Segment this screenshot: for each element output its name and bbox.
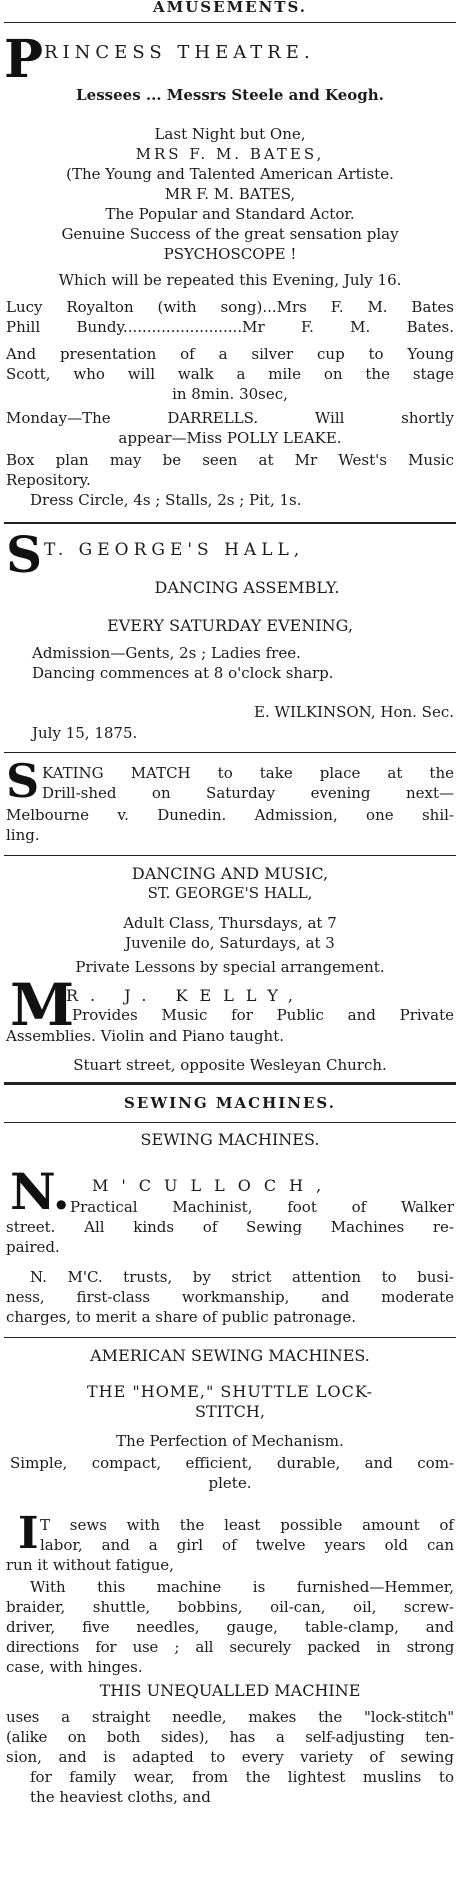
drop-cap: I [18, 1508, 39, 1559]
ad-line: EVERY SATURDAY EVENING, [107, 616, 353, 635]
ad-line: KATING MATCH to take place at the [42, 764, 454, 782]
divider [4, 1082, 456, 1085]
ad-line: labor, and a girl of twelve years old can [40, 1536, 454, 1554]
ad-line: ness, first-class workmanship, and moderate [6, 1288, 454, 1306]
ad-title: T. GEORGE'S HALL, [44, 540, 305, 560]
ad-line: Scott, who will walk a mile on the stage [6, 365, 454, 383]
divider [4, 22, 456, 23]
ad-line: Repository. [6, 471, 91, 489]
drop-cap: N. [10, 1162, 70, 1221]
ad-title: RINCESS THEATRE. [44, 42, 315, 63]
ad-line: The Perfection of Mechanism. [116, 1432, 344, 1450]
ad-line: the heaviest cloths, and [30, 1788, 211, 1806]
ad-line: Dress Circle, 4s ; Stalls, 2s ; Pit, 1s. [30, 491, 302, 509]
ad-line: Last Night but One, [154, 125, 306, 143]
ad-line: And presentation of a silver cup to Young [6, 345, 454, 363]
ad-line: for family wear, from the lightest muslins to [30, 1768, 454, 1786]
ad-line: Juvenile do, Saturdays, at 3 [125, 934, 335, 952]
ad-line: (alike on both sides), has a self-adjusting ten- [6, 1728, 454, 1746]
ad-line: Provides Music for Public and Private [72, 1006, 454, 1024]
kelly-name: R. J. KELLY, [66, 986, 306, 1005]
divider [4, 1337, 456, 1338]
ad-line: Melbourne v. Dunedin. Admission, one shil- [6, 806, 454, 824]
ad-line: E. WILKINSON, Hon. Sec. [254, 703, 454, 721]
ad-line: Monday—The DARRELLS. Will shortly [6, 409, 454, 427]
ad-line: MRS F. M. BATES, [135, 145, 325, 163]
ad-title: AMERICAN SEWING MACHINES. [90, 1346, 370, 1365]
ad-line: charges, to merit a share of public patronage. [6, 1308, 357, 1326]
unequalled-heading: THIS UNEQUALLED MACHINE [99, 1681, 361, 1700]
ad-line: driver, five needles, gauge, table-clamp, and [6, 1618, 454, 1636]
ad-line: street. All kinds of Sewing Machines re- [6, 1218, 454, 1236]
ad-line: sion, and is adapted to every variety of sewing [6, 1748, 454, 1766]
ad-line: PSYCHOSCOPE ! [163, 245, 297, 263]
ad-line: MR F. M. BATES, [164, 185, 296, 203]
ad-line: case, with hinges. [6, 1658, 143, 1676]
ad-line: Adult Class, Thursdays, at 7 [123, 914, 337, 932]
ad-line: ling. [6, 826, 40, 844]
ad-line: Practical Machinist, foot of Walker [70, 1198, 454, 1216]
ad-line: July 15, 1875. [32, 724, 138, 742]
divider [4, 1122, 456, 1123]
ad-line: plete. [208, 1474, 252, 1492]
ad-line: Box plan may be seen at Mr West's Music [6, 451, 454, 469]
ad-subtitle: DANCING ASSEMBLY. [154, 578, 340, 597]
home-title-cont: STITCH, [195, 1402, 265, 1421]
lessees-line: Lessees ... Messrs Steele and Keogh. [76, 86, 384, 104]
ad-line: Simple, compact, efficient, durable, and com- [10, 1454, 454, 1472]
ad-line: Admission—Gents, 2s ; Ladies free. [32, 644, 301, 662]
ad-line: paired. [6, 1238, 60, 1256]
divider [4, 752, 456, 753]
ad-line: Private Lessons by special arrangement. [75, 958, 385, 976]
ad-line: Stuart street, opposite Wesleyan Church. [73, 1056, 387, 1074]
ad-line: Dancing commences at 8 o'clock sharp. [32, 664, 334, 682]
ad-line: appear—Miss POLLY LEAKE. [118, 429, 342, 447]
ad-subtitle: ST. GEORGE'S HALL, [147, 884, 313, 902]
drop-cap: S [6, 754, 40, 808]
ad-line: T sews with the least possible amount of [40, 1516, 454, 1534]
ad-title: SEWING MACHINES. [140, 1130, 320, 1149]
ad-title: DANCING AND MUSIC, [131, 864, 329, 883]
ad-line: uses a straight needle, makes the "lock-stitch" [6, 1708, 454, 1726]
mculloch-name: M'CULLOCH, [92, 1176, 335, 1195]
divider [4, 855, 456, 856]
section-header-amusements: AMUSEMENTS. [152, 0, 308, 16]
ad-line: braider, shuttle, bobbins, oil-can, oil, screw- [6, 1598, 454, 1616]
ad-line: Lucy Royalton (with song)...Mrs F. M. Bates [6, 298, 454, 316]
ad-line: run it without fatigue, [6, 1556, 174, 1574]
drop-cap: P [4, 29, 44, 90]
section-header-sewing: SEWING MACHINES. [124, 1094, 336, 1112]
ad-line: The Popular and Standard Actor. [105, 205, 355, 223]
ad-line: Which will be repeated this Evening, July 16. [58, 271, 402, 289]
ad-line: (The Young and Talented American Artiste. [66, 165, 394, 183]
ad-line: in 8min. 30sec, [172, 385, 288, 403]
drop-cap: S [6, 525, 43, 584]
ad-line: Genuine Success of the great sensation play [61, 225, 399, 243]
home-title: THE "HOME," SHUTTLE LOCK- [86, 1382, 374, 1401]
ad-line: Assemblies. Violin and Piano taught. [6, 1027, 285, 1045]
ad-line: directions for use ; all securely packed in strong [6, 1638, 454, 1656]
ad-line: Phill Bundy.........................Mr F. M. Bates. [6, 318, 454, 336]
ad-line: With this machine is furnished—Hemmer, [30, 1578, 454, 1596]
ad-line: N. M'C. trusts, by strict attention to busi- [30, 1268, 454, 1286]
divider [4, 522, 456, 524]
ad-line: Drill-shed on Saturday evening next— [42, 784, 454, 802]
drop-cap: M [10, 971, 75, 1039]
